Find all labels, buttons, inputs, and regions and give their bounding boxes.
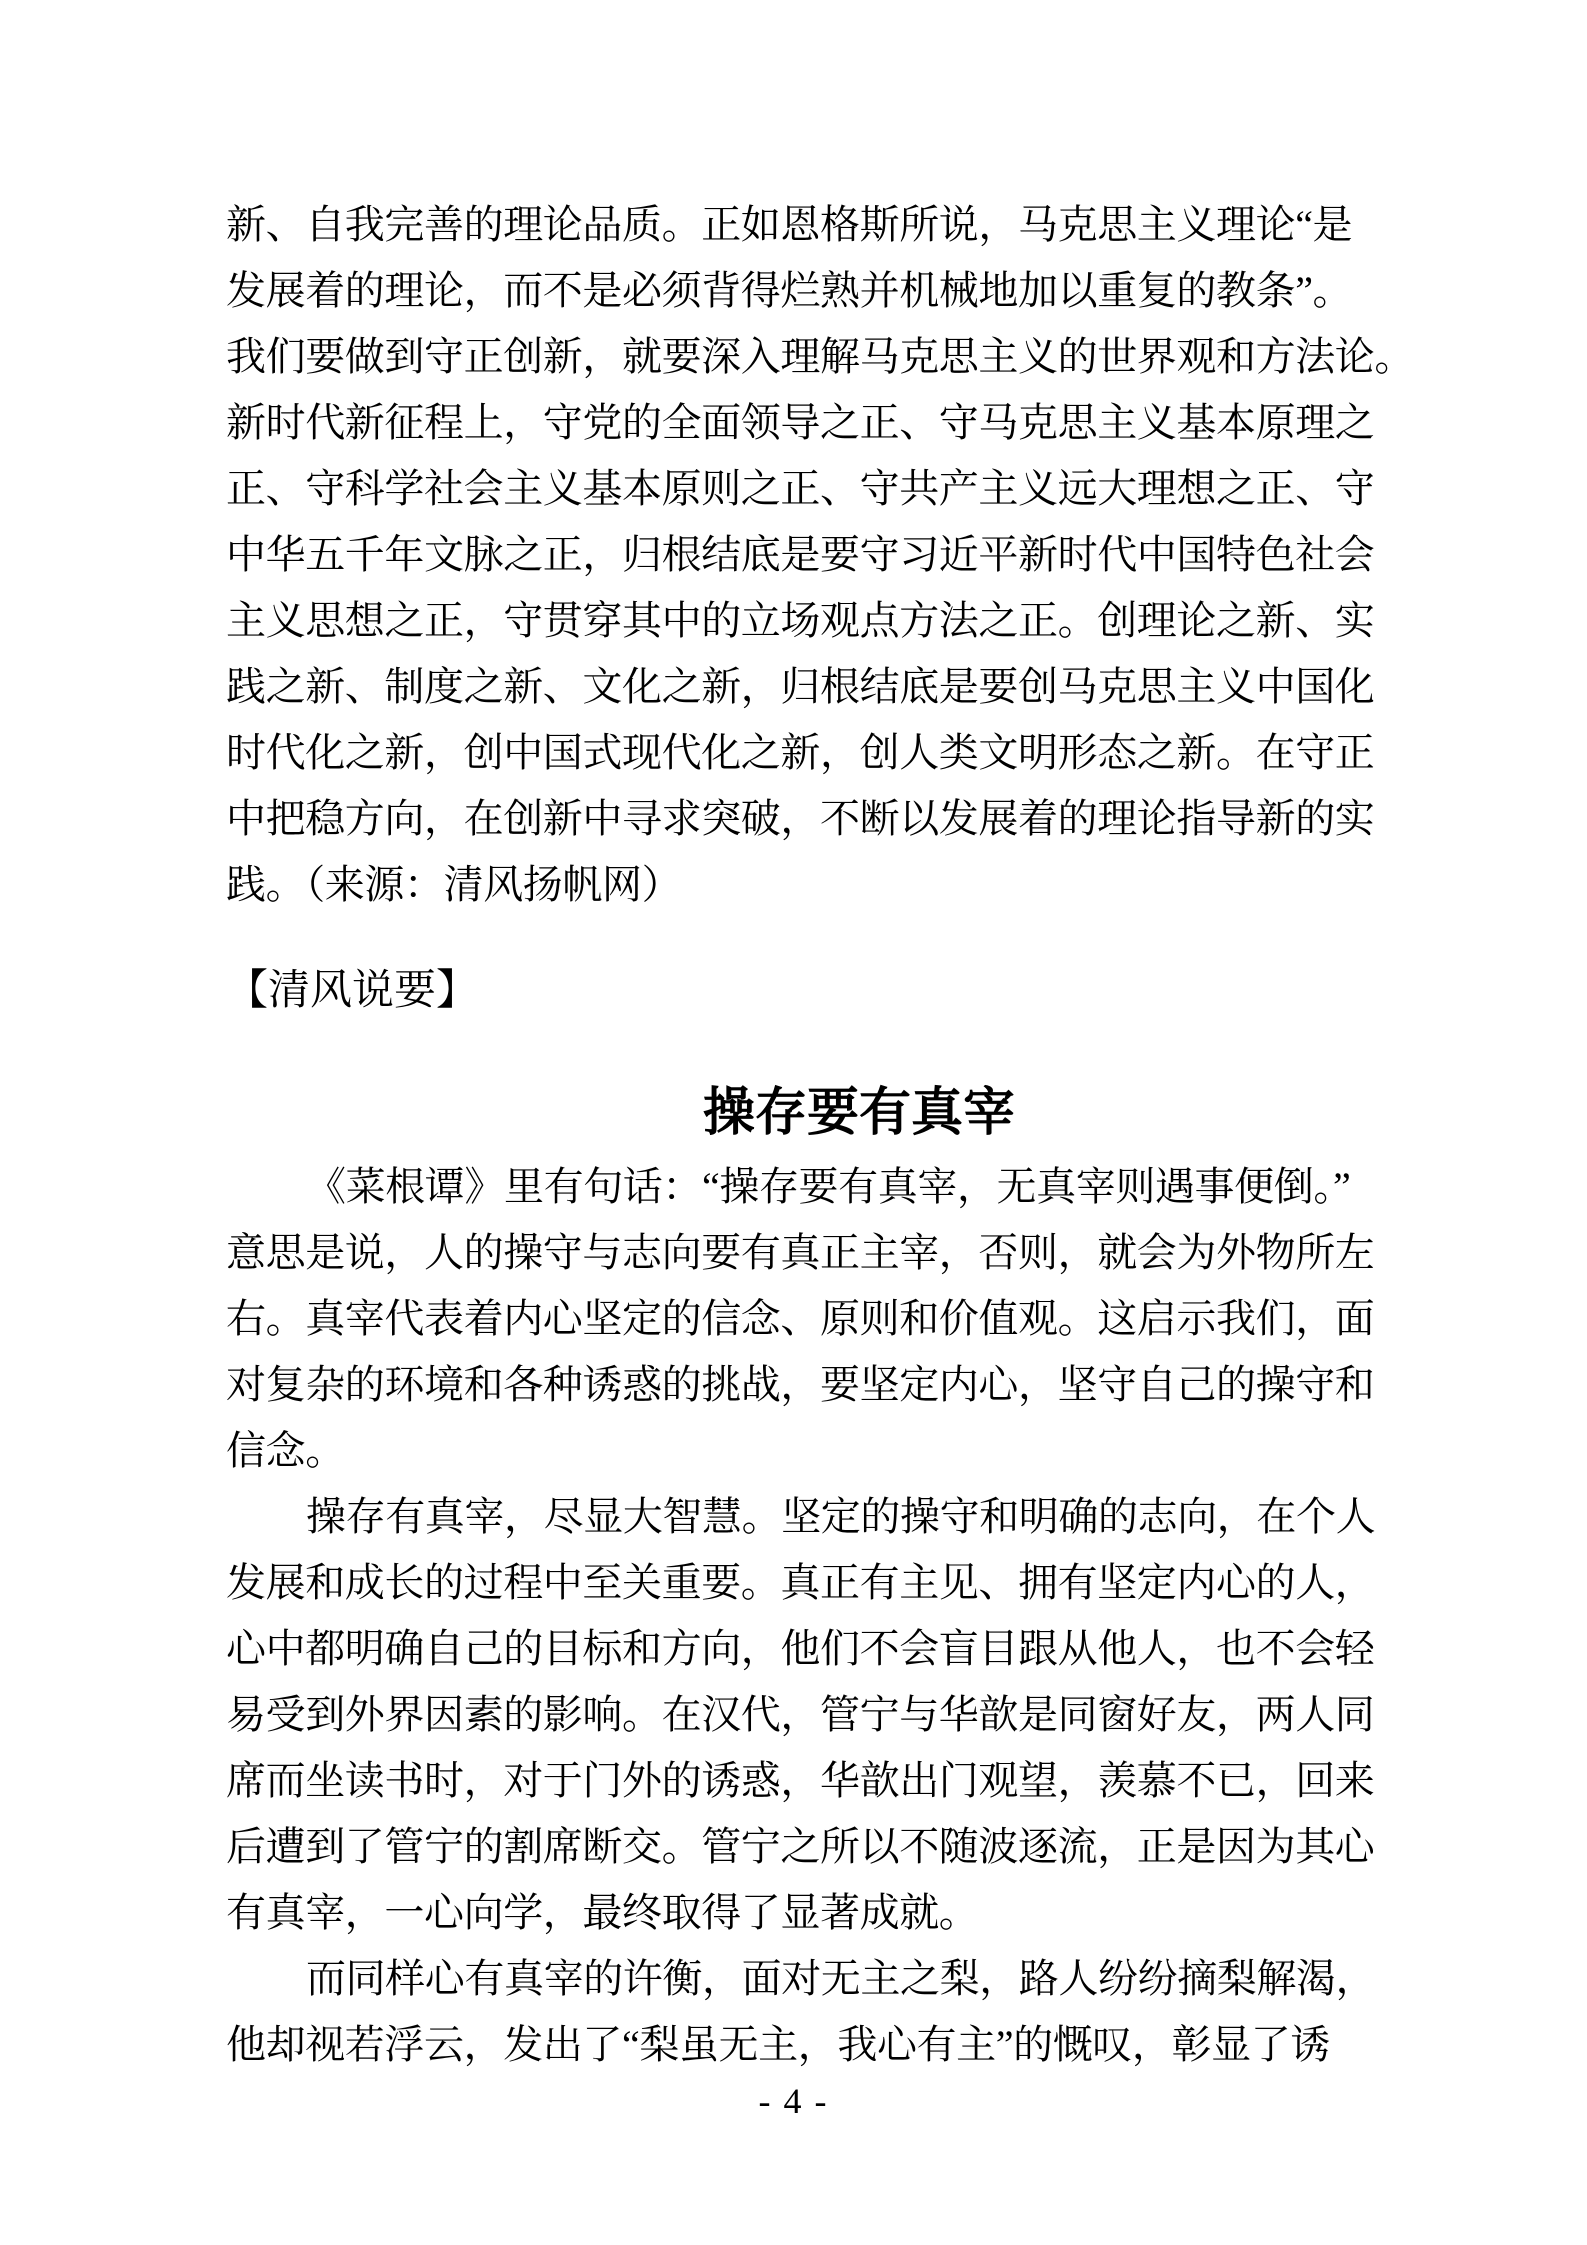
- page-number: - 4 -: [758, 2081, 829, 2121]
- body-line: 践之新、制度之新、文化之新，归根结底是要创马克思主义中国化: [226, 664, 1375, 709]
- continued-paragraph: [226, 192, 1414, 918]
- body-line: 对复杂的环境和各种诱惑的挑战，要坚定内心，坚守自己的操守和: [226, 1362, 1375, 1407]
- body-line: 新、自我完善的理论品质。正如恩格斯所说，马克思主义理论“是: [226, 202, 1353, 247]
- body-line: 时代化之新，创中国式现代化之新，创人类文明形态之新。在守正: [226, 730, 1375, 775]
- section-heading: 【清风说要】: [226, 968, 479, 1014]
- body-line: 信念。: [226, 1428, 345, 1473]
- body-line: 我们要做到守正创新，就要深入理解马克思主义的世界观和方法论。: [226, 334, 1414, 379]
- body-line: 席而坐读书时，对于门外的诱惑，华歆出门观望，羡慕不已，回来: [226, 1758, 1375, 1803]
- page-content: [226, 192, 1414, 2078]
- body-line: 意思是说，人的操守与志向要有真正主宰，否则，就会为外物所左: [226, 1230, 1375, 1275]
- body-line: 发展着的理论，而不是必须背得烂熟并机械地加以重复的教条”。: [226, 268, 1353, 313]
- body-line: 中华五千年文脉之正，归根结底是要守习近平新时代中国特色社会: [226, 532, 1375, 577]
- paragraph: [226, 1484, 1388, 1946]
- body-line-indent: 操存有真宰，尽显大智慧。坚定的操守和明确的志向，在个人: [306, 1494, 1376, 1539]
- body-line: 践。（来源：清风扬帆网）: [226, 862, 682, 907]
- paragraph: [226, 1946, 1388, 2078]
- body-line: 新时代新征程上，守党的全面领导之正、守马克思主义基本原理之: [226, 400, 1375, 445]
- article-title: 操存要有真宰: [702, 1085, 1015, 1142]
- body-line: 中把稳方向，在创新中寻求突破，不断以发展着的理论指导新的实: [226, 796, 1375, 841]
- body-line: 有真宰，一心向学，最终取得了显著成就。: [226, 1890, 979, 1935]
- body-line: 主义思想之正，守贯穿其中的立场观点方法之正。创理论之新、实: [226, 598, 1375, 643]
- body-line: 右。真宰代表着内心坚定的信念、原则和价值观。这启示我们，面: [226, 1296, 1375, 1341]
- body-line: 他却视若浮云，发出了“梨虽无主，我心有主”的慨叹，彰显了诱: [226, 2022, 1330, 2067]
- body-line-indent: 而同样心有真宰的许衡，面对无主之梨，路人纷纷摘梨解渴，: [306, 1956, 1376, 2001]
- body-line: 易受到外界因素的影响。在汉代，管宁与华歆是同窗好友，两人同: [226, 1692, 1375, 1737]
- body-line-indent: 《菜根谭》里有句话：“操存要有真宰，无真宰则遇事便倒。”: [306, 1164, 1351, 1209]
- body-line: 心中都明确自己的目标和方向，他们不会盲目跟从他人，也不会轻: [226, 1626, 1375, 1671]
- body-line: 发展和成长的过程中至关重要。真正有主见、拥有坚定内心的人，: [226, 1560, 1375, 1605]
- paragraph: [226, 1154, 1388, 1484]
- body-line: 正、守科学社会主义基本原则之正、守共产主义远大理想之正、守: [226, 466, 1375, 511]
- body-line: 后遭到了管宁的割席断交。管宁之所以不随波逐流，正是因为其心: [226, 1824, 1375, 1869]
